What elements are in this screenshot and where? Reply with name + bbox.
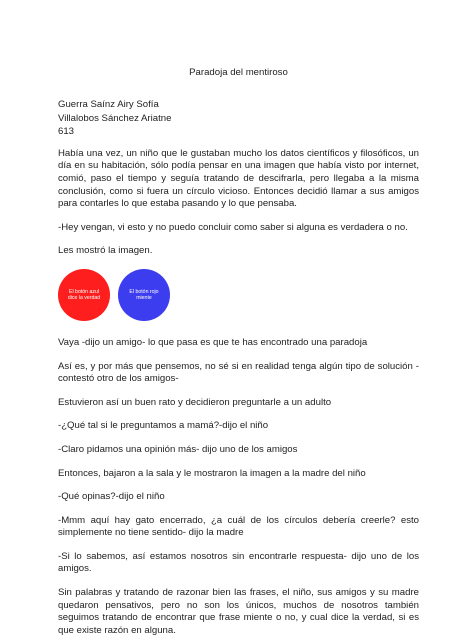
blue-circle <box>118 269 170 321</box>
paragraph: Les mostró la imagen. <box>58 245 153 257</box>
blue-circle-text: El botón rojo miente <box>129 288 159 301</box>
paragraph: Sin palabras y tratando de razonar bien las frases, el niño, sus amigos y su madre quedaron pensativos, pero no son los únicos, muchos de nosotros también seguimos tratando de encontrar que frase miente o no, y cual dice la verdad, si es que existe razón en alguna. <box>58 587 419 636</box>
paragraph: -Mmm aquí hay gato encerrado, ¿a cuál de los círculos debería creerle? esto simplemente no tiene sentido- dijo la madre <box>58 514 419 539</box>
group-number: 613 <box>58 126 75 138</box>
paragraph: -Si lo sabemos, así estamos nosotros sin encontrarle respuesta- dijo uno de los amigos. <box>58 550 419 575</box>
document-title: Paradoja del mentiroso <box>189 67 288 78</box>
paragraph: Había una vez, un niño que le gustaban mucho los datos científicos y filosóficos, un día en su habitación, sólo podía pensar en una imagen que había visto por internet, comió, paso el tiempo y seguía tratando de descifrarla, pero llegaba a la misma conclusión, como si fuera un círculo vicioso. Entonces decidió llamar a sus amigos para contarles lo que estaba pasando y lo que pensaba. <box>58 147 419 210</box>
paragraph: Así es, y por más que pensemos, no sé si en realidad tenga algún tipo de solución -contestó otro de los amigos- <box>58 360 419 385</box>
paragraph: Entonces, bajaron a la sala y le mostraron la imagen a la madre del niño <box>58 467 366 479</box>
paragraph: -Claro pidamos una opinión más- dijo uno de los amigos <box>58 443 298 455</box>
paragraph: Estuvieron así un buen rato y decidieron preguntarle a un adulto <box>58 396 332 408</box>
authors-block <box>58 98 419 139</box>
paradox-image <box>58 269 419 327</box>
red-circle-text: El botón azul dice la verdad <box>67 288 101 301</box>
paragraph: Vaya -dijo un amigo- lo que pasa es que te has encontrado una paradoja <box>58 336 368 348</box>
red-circle <box>58 269 110 321</box>
paragraph: -Qué opinas?-dijo el niño <box>58 491 165 503</box>
author-1: Guerra Saínz Airy Sofía <box>58 99 159 110</box>
paragraph: -Hey vengan, vi esto y no puedo concluir como saber si alguna es verdadera o no. <box>58 221 408 233</box>
author-2: Villalobos Sánchez Ariatne <box>58 112 172 124</box>
paragraph: -¿Qué tal si le preguntamos a mamá?-dijo el niño <box>58 420 269 432</box>
